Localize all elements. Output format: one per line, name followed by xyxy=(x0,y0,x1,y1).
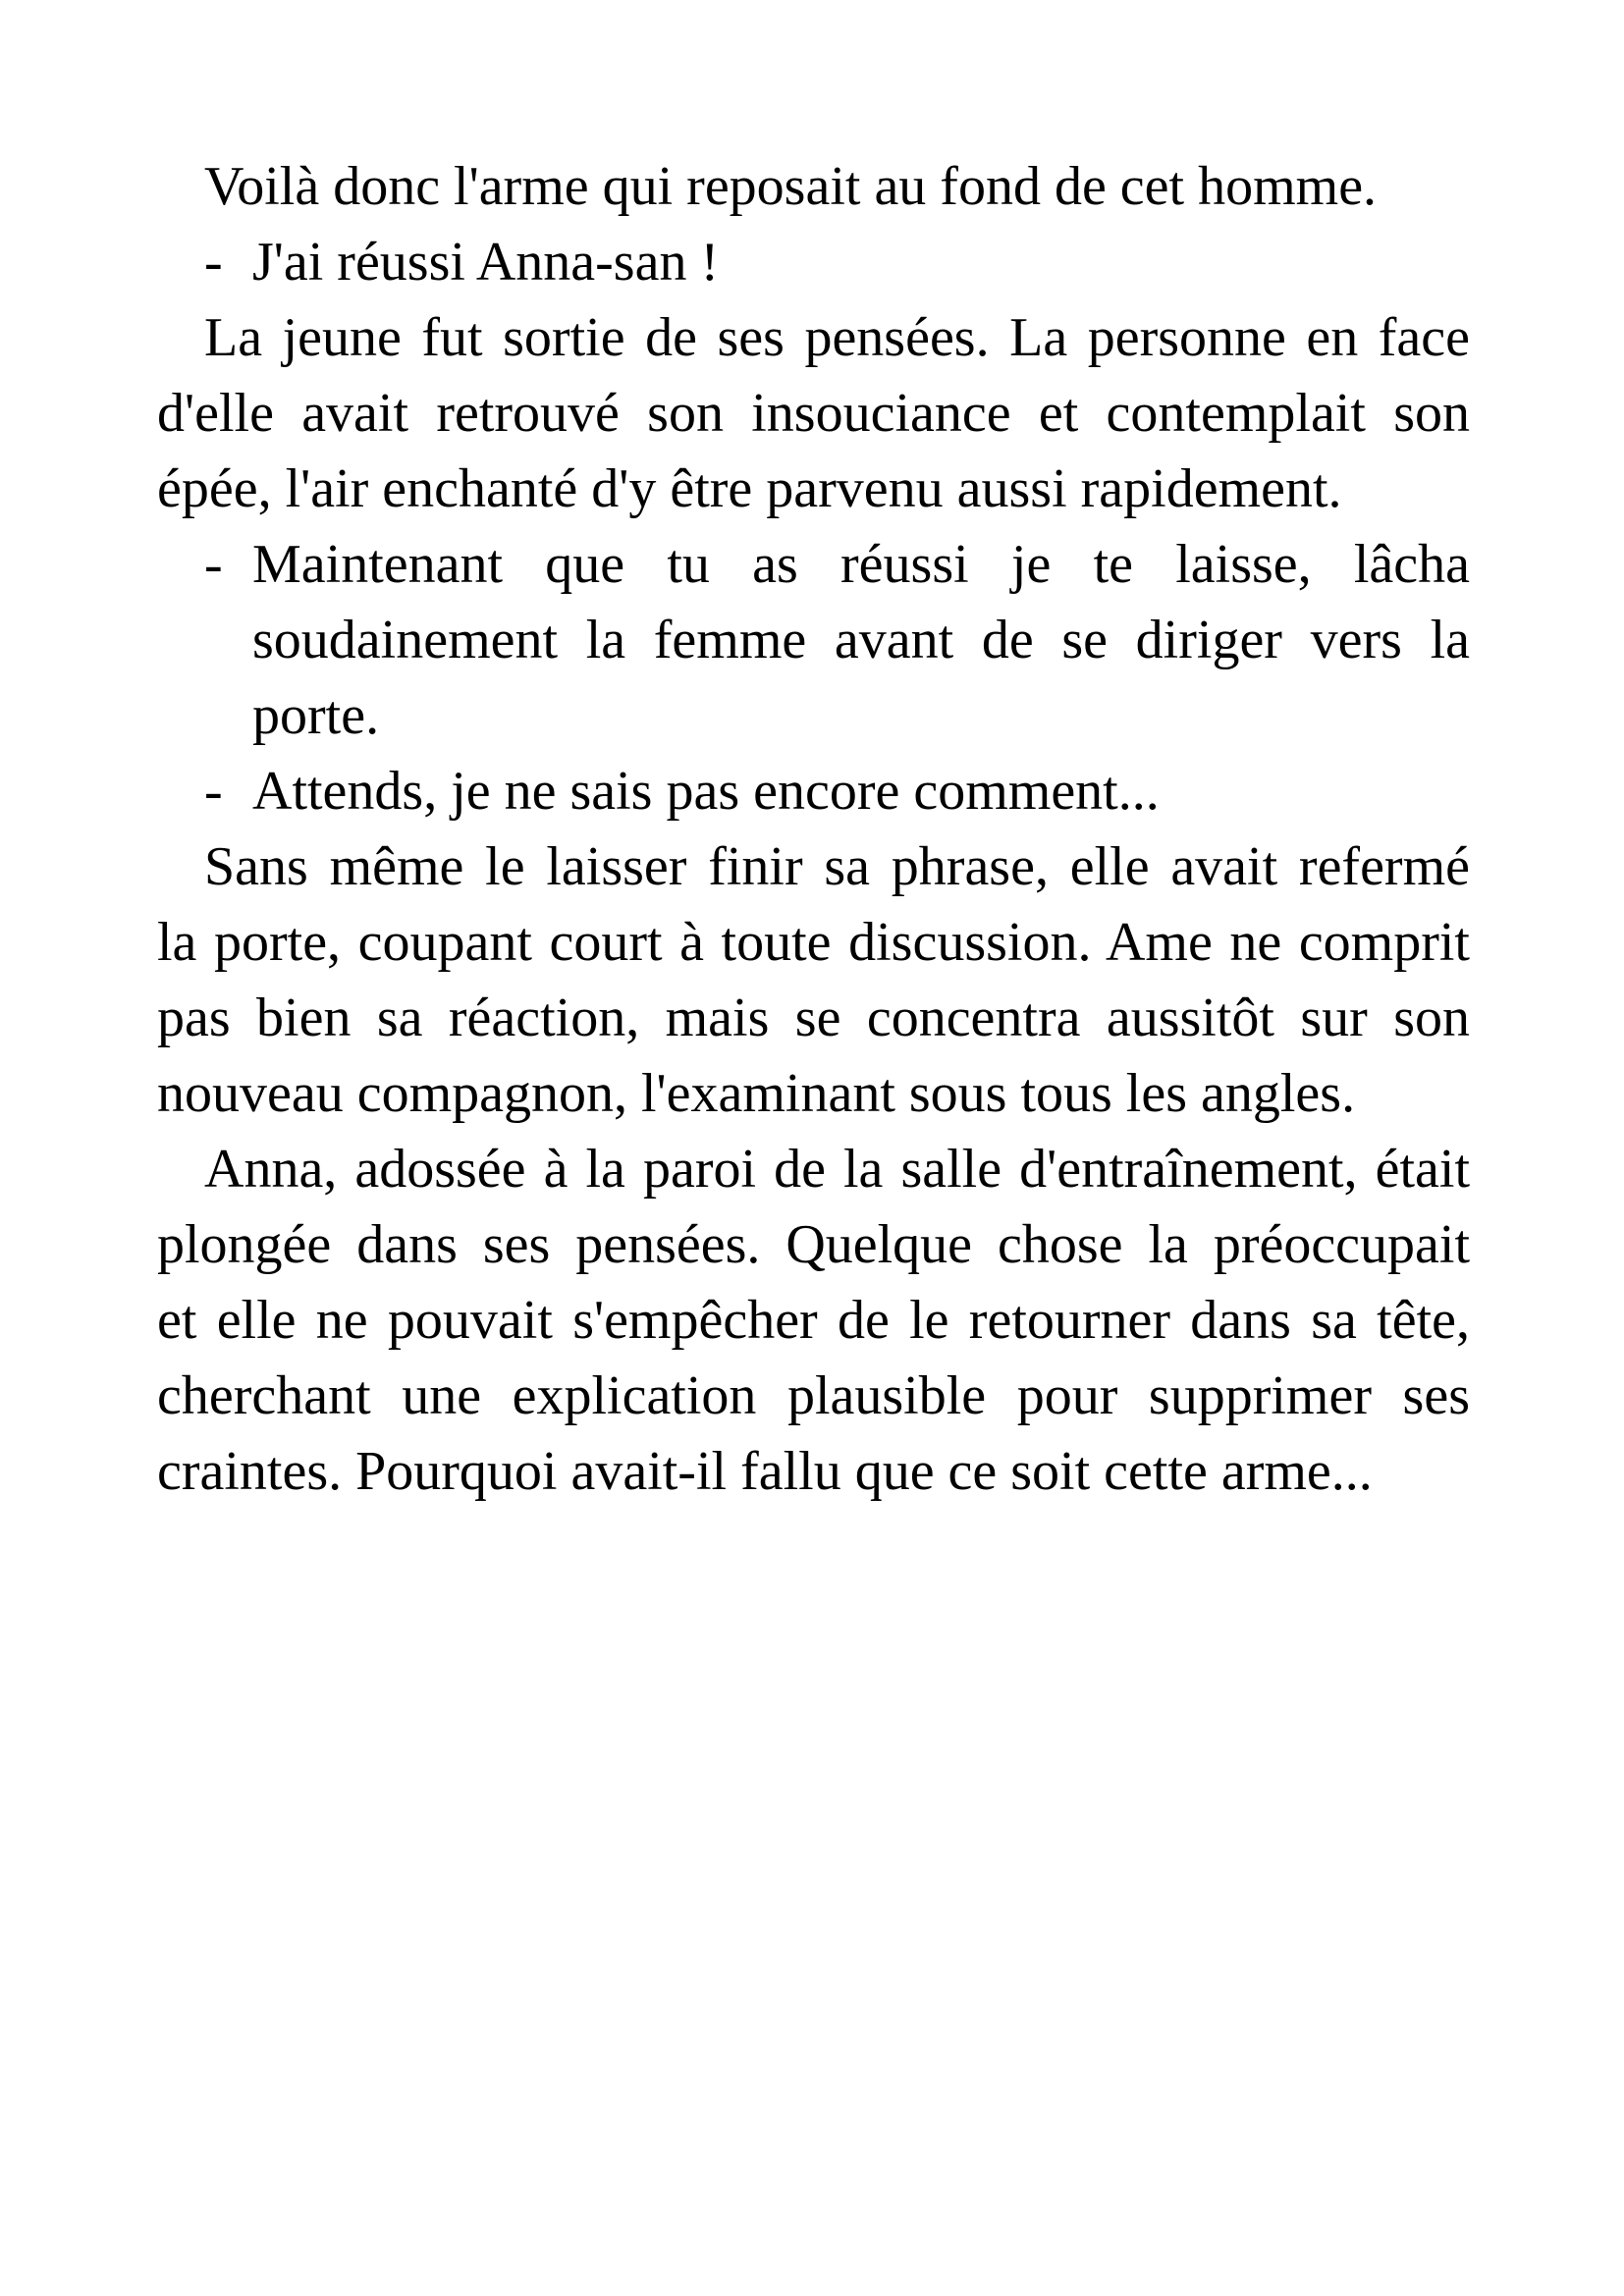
dialogue-dash-marker: - xyxy=(204,534,223,595)
line-text: la porte, coupant court à toute discussion. Ame ne comprit xyxy=(157,912,1470,973)
text-line xyxy=(157,981,1470,1056)
line-text: soudainement la femme avant de se diriger vers la xyxy=(252,610,1470,670)
dialogue-line xyxy=(157,754,1470,829)
text-line xyxy=(157,905,1470,981)
line-text: épée, l'air enchanté d'y être parvenu aussi rapidement. xyxy=(157,458,1342,519)
dialogue-line xyxy=(157,527,1470,603)
text-line xyxy=(157,1434,1470,1510)
text-line xyxy=(157,1283,1470,1359)
line-text: Anna, adossée à la paroi de la salle d'entraînement, était xyxy=(204,1139,1470,1200)
text-line xyxy=(157,829,1470,905)
text-line xyxy=(157,1207,1470,1283)
text-line xyxy=(157,678,1470,754)
dialogue-line xyxy=(157,225,1470,300)
line-text: plongée dans ses pensées. Quelque chose la préoccupait xyxy=(157,1214,1470,1275)
text-line xyxy=(157,1132,1470,1207)
dialogue-dash-marker: - xyxy=(204,232,223,293)
text-line xyxy=(157,376,1470,452)
text-line xyxy=(157,603,1470,678)
line-text: d'elle avait retrouvé son insouciance et contemplait son xyxy=(157,383,1470,444)
line-text: cherchant une explication plausible pour supprimer ses xyxy=(157,1365,1470,1426)
line-text: craintes. Pourquoi avait-il fallu que ce soit cette arme... xyxy=(157,1441,1373,1502)
line-text: Maintenant que tu as réussi je te laisse, lâcha xyxy=(252,534,1470,595)
line-text: Sans même le laisser finir sa phrase, elle avait refermé xyxy=(204,836,1470,897)
line-text: La jeune fut sortie de ses pensées. La personne en face xyxy=(204,307,1470,368)
line-text: pas bien sa réaction, mais se concentra aussitôt sur son xyxy=(157,988,1470,1048)
text-line xyxy=(157,149,1470,225)
dialogue-dash-marker: - xyxy=(204,761,223,822)
line-text: J'ai réussi Anna-san ! xyxy=(252,232,720,293)
text-line xyxy=(157,300,1470,376)
text-line xyxy=(157,1359,1470,1434)
line-text: Voilà donc l'arme qui reposait au fond de cet homme. xyxy=(204,156,1378,217)
line-text: Attends, je ne sais pas encore comment... xyxy=(252,761,1160,822)
line-text: et elle ne pouvait s'empêcher de le retourner dans sa tête, xyxy=(157,1290,1470,1351)
line-text: porte. xyxy=(252,685,380,746)
text-line xyxy=(157,1056,1470,1132)
page-text xyxy=(157,149,1470,1510)
line-text: nouveau compagnon, l'examinant sous tous les angles. xyxy=(157,1063,1356,1124)
text-line xyxy=(157,452,1470,527)
